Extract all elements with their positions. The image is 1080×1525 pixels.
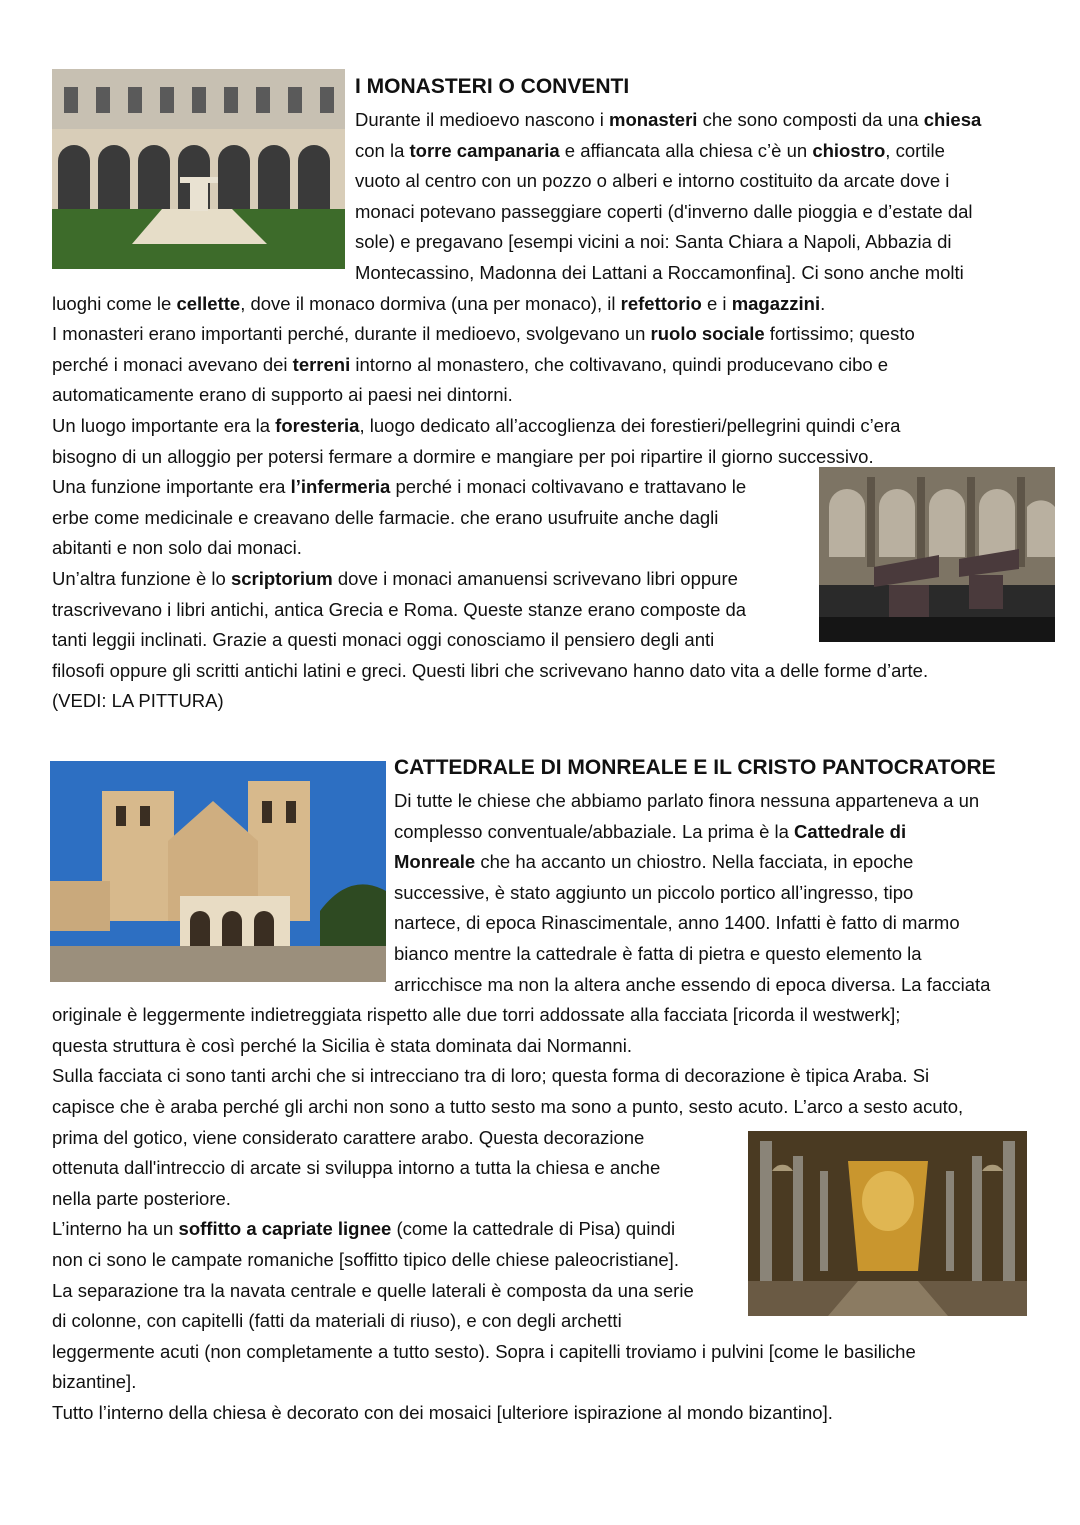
text-run: prima del gotico, viene considerato carattere arabo. Questa decorazione [52, 1126, 645, 1148]
text-line [394, 939, 922, 970]
text-line [394, 817, 906, 848]
text-run: abitanti e non solo dai monaci. [52, 537, 302, 559]
text-run: Un’altra funzione è lo [52, 568, 231, 589]
text-run: bisogno di un alloggio per potersi fermare a dormire e mangiare per poi ripartire il giorno successivo. [52, 445, 874, 467]
text-run: , luogo dedicato all’accoglienza dei forestieri/pellegrini quindi c’era [359, 415, 901, 436]
text-line [52, 1245, 679, 1276]
text-run: Un luogo importante era la [52, 415, 276, 436]
text-run: filosofi oppure gli scritti antichi latini e greci. Questi libri che scrivevano hanno dato vita a delle forme d’arte. [52, 659, 929, 681]
text-line [52, 1214, 675, 1245]
text-run: (come la cattedrale di Pisa) quindi [391, 1218, 676, 1240]
text-line [52, 1184, 231, 1215]
bold-term: ruolo sociale [650, 323, 765, 345]
text-run: bizantine]. [52, 1371, 137, 1393]
text-run: vuoto al centro con un pozzo o alberi e intorno costituito da arcate dove i [355, 170, 950, 192]
text-line [52, 1153, 660, 1184]
text-line [52, 1306, 622, 1337]
text-line [52, 1123, 644, 1154]
text-run: ottenuta dall'intreccio di arcate si sviluppa intorno a tutta la chiesa e anche [52, 1157, 661, 1179]
text-run: Durante il medioevo nascono i [355, 109, 610, 130]
text-line [52, 1031, 632, 1062]
text-run: erbe come medicinale e creavano delle farmacie. che erano usufruite anche dagli [52, 506, 719, 528]
bold-term: chiostro [812, 139, 886, 161]
text-line [394, 786, 979, 817]
text-run: nartece, di epoca Rinascimentale, anno 1400. Infatti è fatto di marmo [394, 912, 960, 934]
text-line [52, 411, 900, 442]
section1-title: I MONASTERI O CONVENTI [355, 75, 630, 98]
text-line [355, 227, 951, 258]
text-line [355, 105, 981, 136]
bold-term: cellette [176, 292, 241, 314]
cloister-photo [52, 69, 345, 269]
text-line [394, 908, 960, 939]
text-line [394, 878, 913, 909]
text-run: luoghi come le [52, 292, 177, 314]
text-run: e i [701, 292, 732, 314]
bold-term: Monreale [394, 851, 476, 873]
text-line [394, 970, 990, 1001]
text-run: Tutto l’interno della chiesa è decorato con dei mosaici [ulteriore ispirazione al mondo bizantino]. [52, 1402, 833, 1423]
text-line [52, 595, 746, 626]
text-run: bianco mentre la cattedrale è fatta di pietra e questo elemento la [394, 943, 922, 964]
text-line [52, 442, 874, 473]
text-run: non ci sono le campate romaniche [soffitto tipico delle chiese paleocristiane]. [52, 1249, 679, 1270]
text-run: fortissimo; questo [764, 323, 915, 345]
text-run: arricchisce ma non la altera anche essendo di epoca diversa. La facciata [394, 973, 991, 995]
text-run: Di tutte le chiese che abbiamo parlato finora nessuna apparteneva a un [394, 790, 980, 811]
text-line [52, 380, 513, 411]
text-run: dove i monaci amanuensi scrivevano libri oppure [332, 568, 738, 589]
text-run: questa struttura è così perché la Sicilia è stata dominata dai Normanni. [52, 1034, 632, 1056]
cathedral-interior-photo [748, 1131, 1027, 1316]
bold-term: Cattedrale di [794, 820, 907, 842]
text-run: Sulla facciata ci sono tanti archi che si intrecciano tra di loro; questa forma di decorazione è tipica Araba. Si [52, 1065, 930, 1087]
text-run: tanti leggii inclinati. Grazie a questi monaci oggi conosciamo il pensiero degli anti [52, 629, 715, 651]
text-run: , cortile [885, 139, 945, 161]
text-line [52, 319, 915, 350]
text-line [52, 686, 224, 717]
text-run: e affiancata alla chiesa c’è un [559, 139, 813, 161]
bold-term: magazzini [731, 292, 821, 314]
text-line [52, 350, 888, 381]
text-line [52, 1000, 900, 1031]
text-run: (VEDI: LA PITTURA) [52, 690, 224, 712]
text-run: nella parte posteriore. [52, 1187, 231, 1209]
text-run: I monasteri erano importanti perché, durante il medioevo, svolgevano un [52, 323, 651, 345]
section2-title: CATTEDRALE DI MONREALE E IL CRISTO PANTOCRATORE [394, 756, 996, 779]
cathedral-facade-photo [50, 761, 386, 982]
text-line [52, 564, 738, 595]
text-run: con la [355, 139, 410, 161]
text-line [52, 533, 302, 564]
text-run: originale è leggermente indietreggiata rispetto alle due torri addossate alla facciata [ricorda il westwerk]; [52, 1004, 901, 1026]
text-run: trascrivevano i libri antichi, antica Grecia e Roma. Queste stanze erano composte da [52, 598, 747, 620]
text-run: complesso conventuale/abbaziale. La prima è la [394, 820, 795, 842]
text-line [52, 472, 746, 503]
text-line [52, 1337, 916, 1368]
text-run: automaticamente erano di supporto ai paesi nei dintorni. [52, 384, 513, 406]
bold-term: refettorio [620, 292, 702, 314]
text-line [52, 1061, 929, 1092]
text-run: Una funzione importante era [52, 476, 291, 498]
text-run: L’interno ha un [52, 1218, 179, 1240]
bold-term: scriptorium [230, 568, 333, 589]
text-line [52, 289, 825, 320]
text-line [52, 1276, 694, 1307]
text-line [52, 625, 714, 656]
text-run: . [820, 292, 826, 314]
text-line [355, 166, 949, 197]
text-run: capisce che è araba perché gli archi non sono a tutto sesto ma sono a punto, sesto acuto. L’arco a sesto acuto, [52, 1096, 964, 1117]
text-run: La separazione tra la navata centrale e quelle laterali è composta da una serie [52, 1279, 694, 1301]
text-run: che sono composti da una [697, 109, 924, 130]
text-run: perché i monaci avevano dei [52, 353, 293, 375]
bold-term: monasteri [609, 109, 698, 130]
text-run: che ha accanto un chiostro. Nella facciata, in epoche [475, 851, 914, 873]
text-line [394, 847, 913, 878]
text-run: intorno al monastero, che coltivavano, quindi producevano cibo e [350, 353, 889, 375]
text-run: sole) e pregavano [esempi vicini a noi: Santa Chiara a Napoli, Abbazia di [355, 231, 952, 253]
text-line [52, 1398, 833, 1429]
text-line [52, 1367, 136, 1398]
bold-term: soffitto a capriate lignee [178, 1218, 392, 1240]
text-run: di colonne, con capitelli (fatti da materiali di riuso), e con degli archetti [52, 1310, 622, 1332]
bold-term: l’infermeria [290, 476, 391, 498]
text-run: , dove il monaco dormiva (una per monaco), il [240, 292, 621, 314]
bold-term: foresteria [275, 415, 360, 436]
text-line [355, 258, 964, 289]
text-line [52, 503, 718, 534]
bold-term: torre campanaria [409, 139, 560, 161]
text-line [52, 656, 928, 687]
text-run: monaci potevano passeggiare coperti (d'inverno dalle pioggia e d’estate dal [355, 200, 973, 222]
text-run: successive, è stato aggiunto un piccolo portico all’ingresso, tipo [394, 881, 914, 903]
bold-term: terreni [292, 353, 351, 375]
text-line [355, 136, 945, 167]
scriptorium-photo [819, 467, 1055, 642]
text-run: leggermente acuti (non completamente a tutto sesto). Sopra i capitelli troviamo i pulvini [come le basiliche [52, 1340, 916, 1362]
text-run: Montecassino, Madonna dei Lattani a Roccamonfina]. Ci sono anche molti [355, 262, 964, 283]
text-line [52, 1092, 963, 1123]
text-run: perché i monaci coltivavano e trattavano le [390, 476, 747, 498]
bold-term: chiesa [923, 109, 982, 130]
text-line [355, 197, 973, 228]
